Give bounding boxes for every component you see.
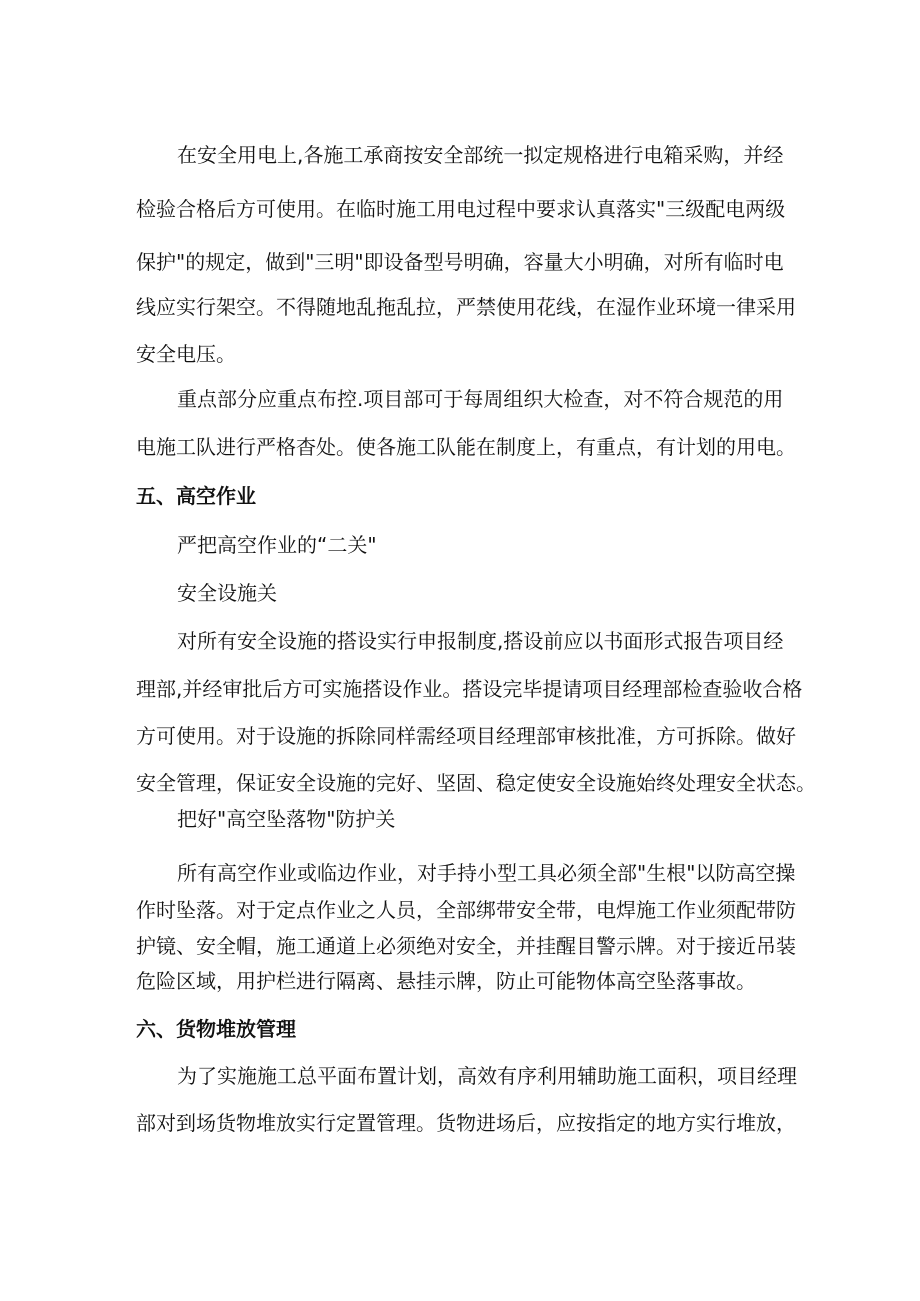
subsection-title: 把好"高空坠落物"防护关: [177, 807, 396, 831]
body-text-line: 对所有安全设施的搭设实行申报制度,搭设前应以书面形式报告项目经: [177, 629, 784, 653]
section-heading-goods-stacking: 六、货物堆放管理: [136, 1017, 296, 1041]
body-text-line: 安全电压。: [136, 342, 236, 366]
body-text-line: 电施工队进行严格杳处。使各施工队能在制度上，有重点，有计划的用电。: [136, 435, 796, 459]
body-text-line: 方可使用。对于设施的拆除同样需经项目经理部审核批准，方可拆除。做好: [136, 724, 796, 748]
body-text-line: 线应实行架空。不得随地乱拖乱拉，严禁使用花线，在湿作业环境一律采用: [136, 295, 796, 319]
body-text-line: 为了实施施工总平面布置计划，高效有序利用辅助施工面积，项目经理: [177, 1064, 797, 1088]
body-text-line: 危险区域，用护栏进行隔离、悬挂示牌，防止可能物体高空坠落事故。: [136, 969, 756, 993]
body-text-line: 保护"的规定，做到"三明"即设备型号明确，容量大小明确，对所有临时电: [136, 250, 784, 274]
body-text-line: 重点部分应重点布控.项目部可于每周组织大检查，对不符合规范的用: [177, 387, 784, 411]
body-text-line: 严把高空作业的“二关": [177, 533, 377, 557]
body-text-line: 护镜、安全帽，施工通道上必须绝对安全，并挂醒目警示牌。对于接近吊装: [136, 934, 796, 958]
body-text-line: 部对到场货物堆放实行定置管理。货物进场后，应按指定的地方实行堆放，: [136, 1111, 796, 1135]
body-text-line: 安全管理，保证安全设施的完好、坚固、稳定使安全设施始终处理安全状态。: [136, 771, 816, 795]
body-text-line: 在安全用电上,各施工承商按安全部统一拟定规格进行电箱采购，并经: [177, 143, 784, 167]
body-text-line: 作时坠落。对于定点作业之人员，全部绑带安全带，电焊施工作业须配带防: [136, 898, 796, 922]
body-text-line: 理部,并经审批后方可实施搭设作业。搭设完毕提请项目经理部检查验收合格: [136, 677, 803, 701]
section-heading-high-altitude: 五、高空作业: [136, 484, 256, 508]
body-text-line: 所有高空作业或临边作业，对手持小型工具必须全部"生根"以防高空操: [177, 861, 796, 885]
subsection-title: 安全设施关: [177, 581, 277, 605]
body-text-line: 检验合格后方可使用。在临时施工用电过程中要求认真落实"三级配电两级: [136, 197, 786, 221]
